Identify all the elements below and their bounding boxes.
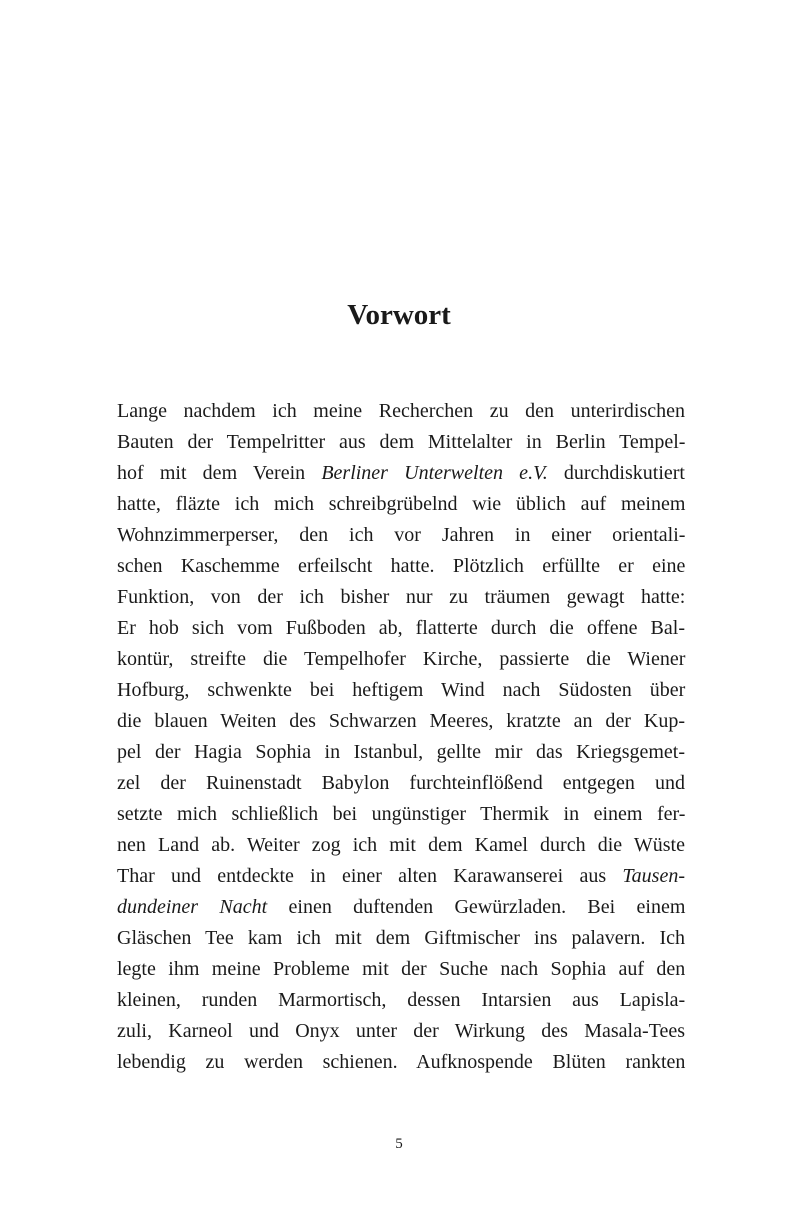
body-paragraph xyxy=(117,396,685,1078)
text-line: kleinen, runden Marmortisch, dessen Intarsien aus Lapisla- xyxy=(117,989,686,1011)
text-line: lebendig zu werden schienen. Aufknospende Blüten rankten xyxy=(117,1051,686,1073)
page-title: Vorwort xyxy=(347,299,451,331)
text-line: kontür, streifte die Tempelhofer Kirche, passierte die Wiener xyxy=(117,648,686,670)
italic-text: Berliner Unterwelten e.V. xyxy=(321,462,548,484)
text-line: die blauen Weiten des Schwarzen Meeres, kratzte an der Kup- xyxy=(117,710,685,732)
text-line: nen Land ab. Weiter zog ich mit dem Kamel durch die Wüste xyxy=(117,834,685,856)
text-line: Hofburg, schwenkte bei heftigem Wind nach Südosten über xyxy=(117,679,686,701)
text-line: schen Kaschemme erfeilscht hatte. Plötzlich erfüllte er eine xyxy=(117,555,686,577)
text-line: Bauten der Tempelritter aus dem Mittelalter in Berlin Tempel- xyxy=(117,431,686,453)
italic-text: dundeiner Nacht xyxy=(117,896,268,918)
text-line: hatte, fläzte ich mich schreibgrübelnd wie üblich auf meinem xyxy=(117,493,686,515)
text-line: hof mit dem Verein Berliner Unterwelten e.V. durchdiskutiert xyxy=(117,462,685,484)
text-line: Thar und entdeckte in einer alten Karawanserei aus Tausen- xyxy=(117,865,685,887)
text-line: Er hob sich vom Fußboden ab, flatterte durch die offene Bal- xyxy=(117,617,685,639)
text-line: dundeiner Nacht einen duftenden Gewürzladen. Bei einem xyxy=(117,896,686,918)
italic-text: Tausen- xyxy=(622,865,685,887)
text-line: Gläschen Tee kam ich mit dem Giftmischer ins palavern. Ich xyxy=(117,927,685,949)
text-line: pel der Hagia Sophia in Istanbul, gellte mir das Kriegsgemet- xyxy=(117,741,686,763)
text-line: setzte mich schließlich bei ungünstiger Thermik in einem fer- xyxy=(117,803,686,825)
text-line: Wohnzimmerperser, den ich vor Jahren in einer orientali- xyxy=(117,524,686,546)
text-line: Funktion, von der ich bisher nur zu träumen gewagt hatte: xyxy=(117,586,686,608)
text-line: legte ihm meine Probleme mit der Suche nach Sophia auf den xyxy=(117,958,686,980)
text-line: Lange nachdem ich meine Recherchen zu den unterirdischen xyxy=(117,400,685,422)
page-number: 5 xyxy=(395,1136,403,1152)
text-line: zuli, Karneol und Onyx unter der Wirkung des Masala-Tees xyxy=(117,1020,685,1042)
text-line: zel der Ruinenstadt Babylon furchteinflößend entgegen und xyxy=(117,772,685,794)
